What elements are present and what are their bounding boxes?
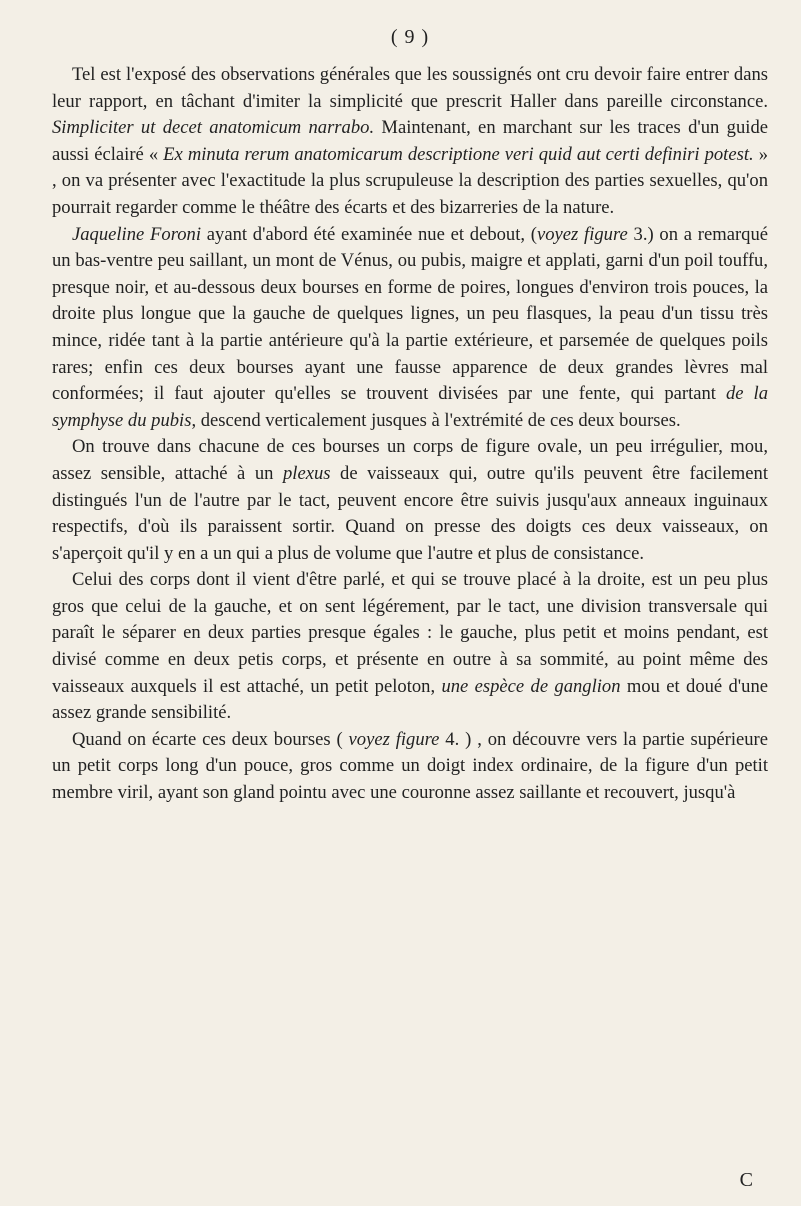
italic-run: Simpliciter ut decet anatomicum narrabo. [52,117,375,139]
italic-run: Jaqueline Foroni [72,223,202,245]
italic-run: voyez figure [536,223,628,245]
signature-mark: C [739,1169,753,1191]
italic-run: une espèce de ganglion [441,675,621,697]
text-run: , descend verticalement jusques à l'extrémité de ces deux bourses. [191,409,681,431]
paragraph-3 [52,434,768,567]
italic-run: de la symphyse du pubis [52,383,769,431]
paragraph-1 [52,62,768,222]
italic-run: plexus [282,462,331,484]
text-run: Celui des corps dont il vient d'être parlé, et qui se trouve placé à la droite, est un peu plus gros que celui de la gauche, et on sent légérement, par le tact, une division transversale qui paraît le séparer en deux parties presque égales : le gauche, plus petit et moins pendant, est divisé comme en deux petis corps, et présente en outre à sa sommité, au point même des vaisseaux auxquels il est attaché, un petit peloton, [52,569,768,697]
text-run: On trouve dans chacune de ces bourses un corps de figure ovale, un peu irrégulier, mou, assez sensible, attaché à un [52,436,768,484]
text-run: Quand on écarte ces deux bourses ( [72,728,349,750]
paragraph-5 [52,727,768,807]
paragraph-4 [52,567,768,727]
italic-run: Ex minuta rerum anatomicarum descriptione veri quid aut certi definiri potest. [163,143,754,165]
text-run: 3.) on a remarqué un bas-ventre peu saillant, un mont de Vénus, ou pubis, maigre et applati, garni d'un poil touffu, presque noir, et au-dessous deux bourses en forme de poires, longues d'environ trois pouces, la droite plus longue que la gauche de quelques lignes, un peu flasques, la peau d'un tissu très mince, ridée tant à la partie antérieure qu'à la partie extérieure, et parsemée de quelques poils rares; enfin ces deux bourses ayant une fausse apparence de deux grandes lèvres mal conformées; il faut ajouter qu'elles se trouvent divisées par une fente, qui partant [52,223,768,405]
text-run: mou et doué d'une assez grande sensibilité. [52,675,769,724]
text-run: » , on va présenter avec l'exactitude la plus scrupuleuse la description des parties sexuelles, qu'on pourrait regarder comme le théâtre des écarts et des bizarreries de la nature. [52,143,769,218]
italic-run: voyez figure [348,728,440,750]
paragraph-2 [52,222,768,435]
page-number: ( 9 ) [390,26,430,48]
text-run: Tel est l'exposé des observations générales que les soussignés ont cru devoir faire entrer dans leur rapport, en tâchant d'imiter la simplicité que prescrit Haller dans pareille circonstance. [52,64,768,112]
text-run: ayant d'abord été examinée nue et debout, ( [201,223,537,245]
text-run: Maintenant, en marchant sur les traces d'un guide aussi éclairé « [52,117,768,165]
text-run: de vaisseaux qui, outre qu'ils peuvent être facilement distingués l'un de l'autre par le tact, peuvent encore être suivis jusqu'aux anneaux inguinaux respectifs, d'où ils paraissent sortir. Quand on presse des doigts ces deux vaisseaux, on s'aperçoit qu'il y en a un qui a plus de volume que l'autre et plus de consistance. [52,462,768,564]
body-text [52,62,768,807]
text-run: 4. ) , on découvre vers la partie supérieure un petit corps long d'un pouce, gros comme un doigt index ordinaire, de la figure d'un petit membre viril, ayant son gland pointu avec une couronne assez saillante et recouvert, jusqu'à [52,728,768,804]
